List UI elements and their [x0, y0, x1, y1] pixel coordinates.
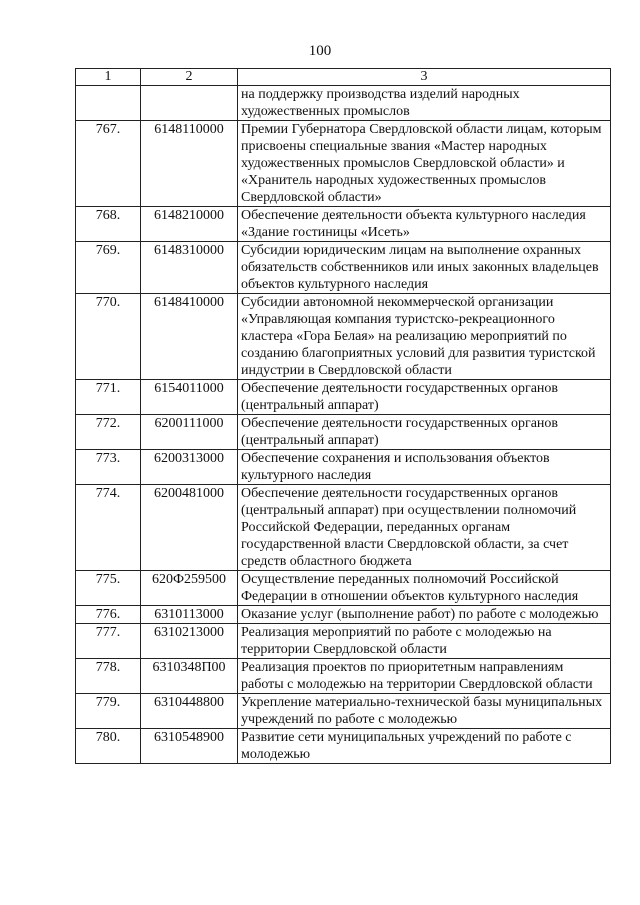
row-description: Реализация проектов по приоритетным направлениям работы с молодежью на территории Свердловской области [238, 659, 611, 694]
row-description: Реализация мероприятий по работе с молодежью на территории Свердловской области [238, 624, 611, 659]
table-row [76, 485, 611, 571]
row-number: 773. [76, 450, 141, 485]
row-code: 6310548900 [141, 729, 238, 764]
row-description: Премии Губернатора Свердловской области лицам, которым присвоены специальные звания «Мастер народных художественных промыслов Свердловской области» и «Хранитель народных художественных промыслов Свердловской области» [238, 121, 611, 207]
budget-classification-table [75, 68, 611, 764]
row-number [76, 86, 141, 121]
row-number: 769. [76, 242, 141, 294]
row-number: 770. [76, 294, 141, 380]
row-code: 6310213000 [141, 624, 238, 659]
row-number: 780. [76, 729, 141, 764]
row-code: 6200111000 [141, 415, 238, 450]
row-code [141, 86, 238, 121]
row-code: 620Ф259500 [141, 571, 238, 606]
table-row [76, 571, 611, 606]
row-number: 778. [76, 659, 141, 694]
row-code: 6148310000 [141, 242, 238, 294]
row-number: 776. [76, 606, 141, 624]
row-code: 6148110000 [141, 121, 238, 207]
row-description: Субсидии автономной некоммерческой организации «Управляющая компания туристско-рекреационного кластера «Гора Белая» на реализацию мероприятий по созданию благоприятных условий для развития туристской индустрии в Свердловской области [238, 294, 611, 380]
row-code: 6310448800 [141, 694, 238, 729]
row-code: 6200481000 [141, 485, 238, 571]
row-description: Укрепление материально-технической базы муниципальных учреждений по работе с молодежью [238, 694, 611, 729]
row-number: 779. [76, 694, 141, 729]
row-description: Обеспечение деятельности государственных органов (центральный аппарат) [238, 380, 611, 415]
table-row [76, 242, 611, 294]
table-row [76, 450, 611, 485]
row-number: 774. [76, 485, 141, 571]
row-code: 6200313000 [141, 450, 238, 485]
row-number: 771. [76, 380, 141, 415]
row-code: 6310348П00 [141, 659, 238, 694]
column-header-code: 2 [141, 69, 238, 86]
table-row [76, 606, 611, 624]
row-description: Развитие сети муниципальных учреждений по работе с молодежью [238, 729, 611, 764]
row-description: Оказание услуг (выполнение работ) по работе с молодежью [238, 606, 611, 624]
row-description: Субсидии юридическим лицам на выполнение охранных обязательств собственников или иных законных владельцев объектов культурного наследия [238, 242, 611, 294]
table-header-row [76, 69, 611, 86]
row-description: Осуществление переданных полномочий Российской Федерации в отношении объектов культурного наследия [238, 571, 611, 606]
table-row [76, 659, 611, 694]
row-number: 775. [76, 571, 141, 606]
table-row [76, 207, 611, 242]
row-description: Обеспечение сохранения и использования объектов культурного наследия [238, 450, 611, 485]
column-header-description: 3 [238, 69, 611, 86]
row-code: 6154011000 [141, 380, 238, 415]
table-row [76, 624, 611, 659]
table-row [76, 694, 611, 729]
table-row [76, 729, 611, 764]
row-code: 6148210000 [141, 207, 238, 242]
row-description: Обеспечение деятельности объекта культурного наследия «Здание гостиницы «Исеть» [238, 207, 611, 242]
row-code: 6310113000 [141, 606, 238, 624]
table-row [76, 121, 611, 207]
row-number: 768. [76, 207, 141, 242]
table-row [76, 415, 611, 450]
row-description: на поддержку производства изделий народных художественных промыслов [238, 86, 611, 121]
table-row [76, 380, 611, 415]
page-number: 100 [308, 43, 332, 59]
row-code: 6148410000 [141, 294, 238, 380]
row-number: 772. [76, 415, 141, 450]
table-row-continuation [76, 86, 611, 121]
table-row [76, 294, 611, 380]
row-description: Обеспечение деятельности государственных органов (центральный аппарат) при осуществлении полномочий Российской Федерации, переданных органам государственной власти Свердловской области, за счет средств областного бюджета [238, 485, 611, 571]
row-description: Обеспечение деятельности государственных органов (центральный аппарат) [238, 415, 611, 450]
row-number: 767. [76, 121, 141, 207]
column-header-number: 1 [76, 69, 141, 86]
row-number: 777. [76, 624, 141, 659]
